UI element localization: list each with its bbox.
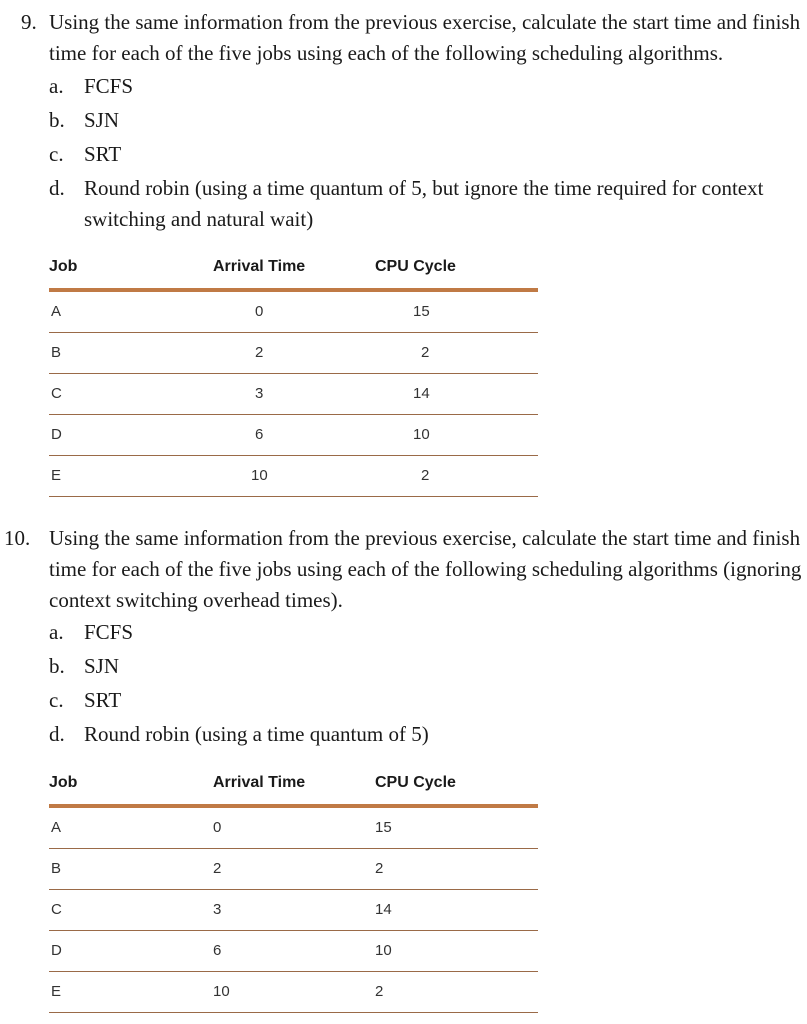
- exercise-text: Using the same information from the previous exercise, calculate the start time and finish time for each of the five jobs using each of the following scheduling algorithms (ignoring context switching overhead times).: [49, 526, 802, 612]
- table-cell: D: [51, 426, 62, 443]
- table-cell: 3: [255, 385, 264, 402]
- column-header: Job: [49, 258, 78, 275]
- table-cell: 15: [413, 303, 430, 320]
- table-row: [49, 931, 538, 972]
- column-header: Arrival Time: [213, 258, 306, 275]
- table-row: [49, 890, 538, 931]
- table-cell: 2: [375, 983, 384, 1000]
- table-row: [49, 849, 538, 890]
- option-letter: c.: [49, 688, 64, 712]
- job-table: [49, 770, 538, 1013]
- table-cell: 14: [413, 385, 430, 402]
- option-text: FCFS: [84, 74, 134, 98]
- table-cell: 10: [413, 426, 430, 443]
- option-item: [49, 105, 789, 136]
- table-row: [49, 292, 538, 333]
- option-text: Round robin (using a time quantum of 5): [84, 722, 429, 746]
- column-header: CPU Cycle: [375, 774, 456, 791]
- table-header: [49, 770, 538, 808]
- option-item: [49, 719, 789, 750]
- option-item: [49, 651, 789, 682]
- option-item: [49, 617, 789, 648]
- exercise-text: Using the same information from the previous exercise, calculate the start time and finish time for each of the five jobs using each of the following scheduling algorithms.: [49, 10, 801, 65]
- table-cell: E: [51, 983, 62, 1000]
- table-row: [49, 808, 538, 849]
- table-cell: E: [51, 467, 62, 484]
- option-letter: c.: [49, 142, 64, 166]
- table-cell: D: [51, 942, 62, 959]
- table-cell: 3: [213, 901, 222, 918]
- table-cell: B: [51, 860, 62, 877]
- option-list: [49, 71, 789, 238]
- table-row: [49, 374, 538, 415]
- option-item: [49, 173, 789, 235]
- table-cell: 0: [255, 303, 264, 320]
- table-cell: 2: [375, 860, 384, 877]
- column-header: Job: [49, 774, 78, 791]
- option-text: SJN: [84, 108, 120, 132]
- table-row: [49, 333, 538, 374]
- option-letter: a.: [49, 74, 64, 98]
- table-cell: C: [51, 901, 62, 918]
- table-cell: 10: [213, 983, 230, 1000]
- table-cell: 2: [421, 344, 430, 361]
- table-cell: B: [51, 344, 62, 361]
- table-cell: A: [51, 303, 62, 320]
- table-cell: 0: [213, 819, 222, 836]
- exercise-number: 9.: [21, 10, 37, 34]
- table-cell: 6: [255, 426, 264, 443]
- table-cell: 6: [213, 942, 222, 959]
- table-cell: 2: [421, 467, 430, 484]
- table-cell: 14: [375, 901, 392, 918]
- column-header: CPU Cycle: [375, 258, 456, 275]
- option-text: SRT: [84, 142, 122, 166]
- table-cell: A: [51, 819, 62, 836]
- table-row: [49, 972, 538, 1013]
- table-cell: 2: [213, 860, 222, 877]
- table-cell: 15: [375, 819, 392, 836]
- column-header: Arrival Time: [213, 774, 306, 791]
- option-item: [49, 139, 789, 170]
- table-row: [49, 456, 538, 497]
- option-item: [49, 71, 789, 102]
- option-text: FCFS: [84, 620, 134, 644]
- table-cell: 10: [375, 942, 392, 959]
- option-letter: a.: [49, 620, 64, 644]
- table-cell: 10: [251, 467, 268, 484]
- table-row: [49, 415, 538, 456]
- option-letter: d.: [49, 722, 65, 746]
- option-letter: d.: [49, 176, 65, 200]
- option-item: [49, 685, 789, 716]
- option-text: SRT: [84, 688, 122, 712]
- table-cell: 2: [255, 344, 264, 361]
- option-letter: b.: [49, 654, 65, 678]
- option-text: Round robin (using a time quantum of 5, but ignore the time required for context switching and natural wait): [84, 176, 764, 231]
- job-table: [49, 254, 538, 497]
- table-cell: C: [51, 385, 62, 402]
- exercise-number: 10.: [4, 526, 31, 550]
- option-letter: b.: [49, 108, 65, 132]
- table-header: [49, 254, 538, 292]
- option-list: [49, 617, 789, 753]
- option-text: SJN: [84, 654, 120, 678]
